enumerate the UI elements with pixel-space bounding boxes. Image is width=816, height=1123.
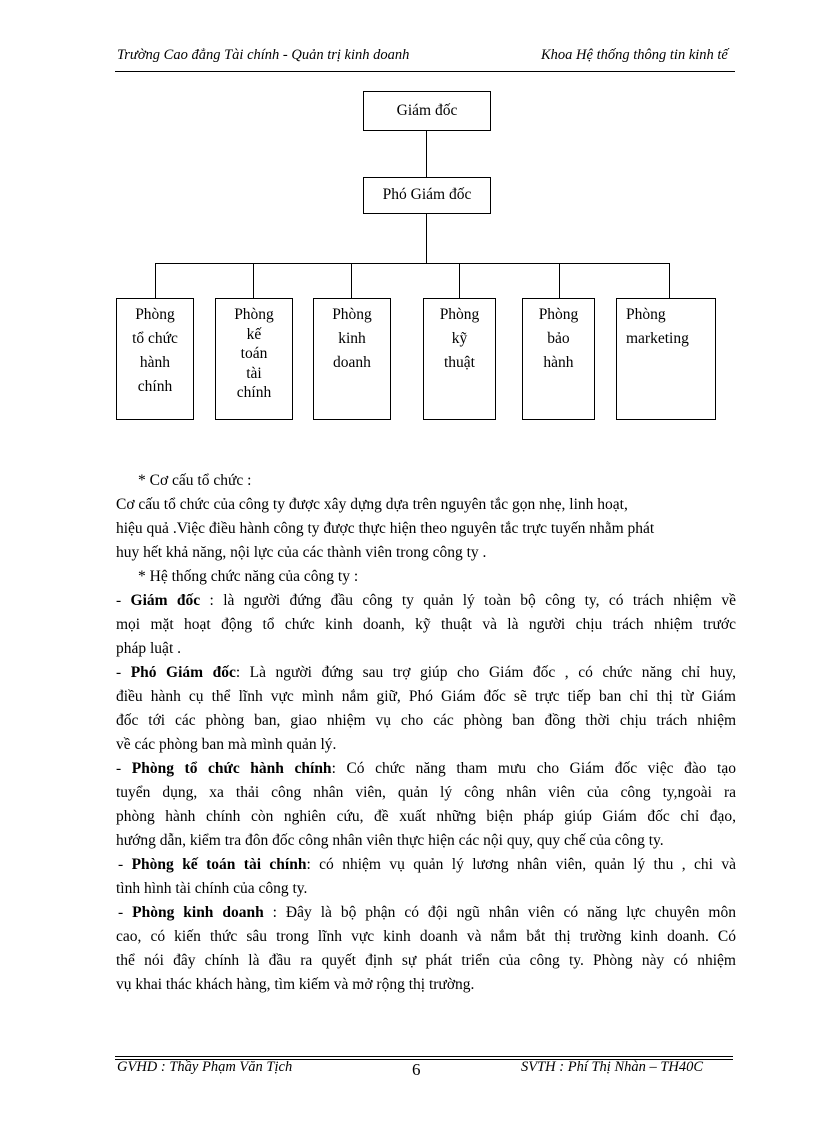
header-left: Trường Cao đẳng Tài chính - Quản trị kinh doanh (117, 47, 410, 63)
org-box-department: Phòng marketing (616, 298, 716, 420)
connector-line (253, 263, 254, 298)
paragraph-line: - Phòng tổ chức hành chính: Có chức năng tham mưu cho Giám đốc việc đào tạo (116, 760, 736, 777)
connector-line (669, 263, 670, 298)
paragraph-line: huy hết khả năng, nội lực của các thành viên trong công ty . (116, 544, 487, 561)
paragraph-line: tình hình tài chính của công ty. (116, 880, 308, 897)
term-deputy: Phó Giám đốc (130, 664, 236, 681)
section-heading: * Hệ thống chức năng của công ty : (138, 568, 359, 585)
footer-right: SVTH : Phí Thị Nhàn – TH40C (521, 1059, 704, 1075)
connector-line (559, 263, 560, 298)
term-finance-dept: Phòng kế toán tài chính (131, 856, 307, 873)
org-box-department: Phòng kinh doanh (313, 298, 391, 420)
paragraph-line: - Phòng kinh doanh : Đây là bộ phận có đội ngũ nhân viên có năng lực chuyên môn (118, 904, 736, 921)
term-admin-dept: Phòng tổ chức hành chính (131, 760, 332, 777)
paragraph-line: về các phòng ban mà mình quản lý. (116, 736, 337, 753)
org-box-department: Phòng tổ chức hành chính (116, 298, 194, 420)
org-box-department: Phòng bảo hành (522, 298, 595, 420)
paragraph-line: hiệu quả .Việc điều hành công ty được thực hiện theo nguyên tắc trực tuyến nhằm phát (116, 520, 655, 537)
paragraph-line: pháp luật . (116, 640, 181, 657)
connector-line (459, 263, 460, 298)
connector-line (351, 263, 352, 298)
paragraph-line: Cơ cấu tổ chức của công ty được xây dựng dựa trên nguyên tắc gọn nhẹ, linh hoạt, (116, 496, 628, 513)
connector-line (426, 214, 427, 263)
paragraph-line: điều hành cụ thể lĩnh vực mình nắm giữ, Phó Giám đốc sẽ trực tiếp ban chỉ thị từ Giám (116, 688, 736, 705)
footer-divider (115, 1056, 733, 1057)
term-business-dept: Phòng kinh doanh (132, 904, 264, 921)
paragraph-line: mọi mặt hoạt động tổ chức kinh doanh, kỹ thuật và là người chịu trách nhiệm trước (116, 616, 736, 633)
paragraph-line: tuyển dụng, xa thải công nhân viên, quản lý công nhân viên của công ty,ngoài ra (116, 784, 736, 801)
connector-line (426, 131, 427, 177)
paragraph-line: đốc tới các phòng ban, giao nhiệm vụ cho các phòng ban đồng thời chịu trách nhiệm (116, 712, 736, 729)
paragraph-line: cao, có kiến thức sâu trong lĩnh vực kinh doanh và nắm bắt thị trường kinh doanh. Có (116, 928, 736, 945)
connector-line (155, 263, 670, 264)
section-heading: * Cơ cấu tổ chức : (138, 472, 252, 489)
paragraph-line: thể nói đây chính là đầu ra quyết định sự phát triển của công ty. Phòng này có nhiệm (116, 952, 736, 969)
paragraph-line: - Giám đốc : là người đứng đầu công ty quản lý toàn bộ công ty, có trách nhiệm về (116, 592, 736, 609)
org-box-director: Giám đốc (363, 91, 491, 131)
header-divider (115, 71, 735, 72)
connector-line (155, 263, 156, 298)
header-right: Khoa Hệ thống thông tin kinh tế (541, 47, 728, 63)
paragraph-line: phòng hành chính còn nghiên cứu, đề xuất những biện pháp giúp Giám đốc chỉ đạo, (116, 808, 736, 825)
org-box-department: Phòng kỹ thuật (423, 298, 496, 420)
org-box-deputy: Phó Giám đốc (363, 177, 491, 214)
paragraph-line: vụ khai thác khách hàng, tìm kiếm và mở rộng thị trường. (116, 976, 475, 993)
paragraph-line: - Phòng kế toán tài chính: có nhiệm vụ quản lý lương nhân viên, quản lý thu , chi và (118, 856, 736, 873)
paragraph-line: hướng dẫn, kiểm tra đôn đốc công nhân viên thực hiện các nội quy, quy chế của công ty. (116, 832, 664, 849)
org-box-department: Phòng kế toán tài chính (215, 298, 293, 420)
footer-left: GVHD : Thầy Phạm Văn Tịch (117, 1059, 293, 1075)
paragraph-line: - Phó Giám đốc: Là người đứng sau trợ giúp cho Giám đốc , có chức năng chỉ huy, (116, 664, 736, 681)
term-director: Giám đốc (130, 592, 201, 609)
page-number: 6 (412, 1060, 421, 1079)
